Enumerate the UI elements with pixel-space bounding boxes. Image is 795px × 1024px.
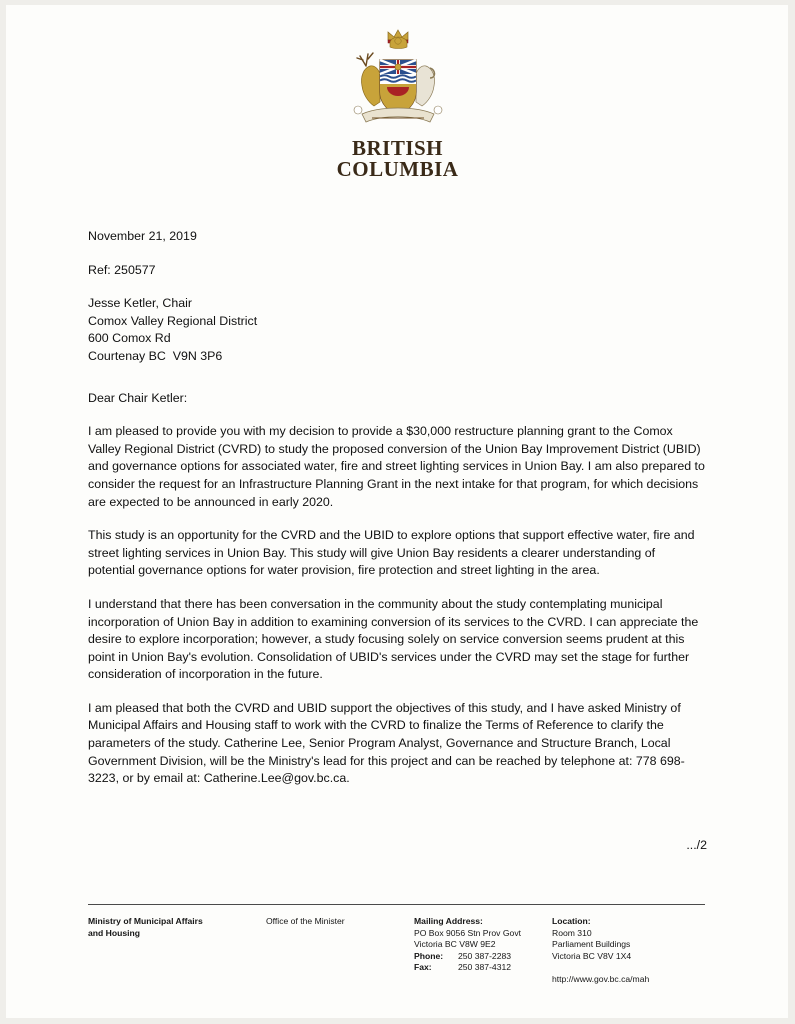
office-label: Office of the Minister <box>266 916 345 926</box>
footer-url[interactable]: http://www.gov.bc.ca/mah <box>552 974 650 985</box>
fax-label: Fax: <box>414 962 432 973</box>
address-line-1: Jesse Ketler, Chair <box>88 296 192 311</box>
location-line-1: Room 310 <box>552 927 592 938</box>
address-line-4: Courtenay BC V9N 3P6 <box>88 348 223 363</box>
wordmark-line-2: COLUMBIA <box>336 157 459 182</box>
footer-divider <box>88 904 705 905</box>
scan-edge-bottom <box>0 1018 795 1024</box>
salutation: Dear Chair Ketler: <box>88 390 188 405</box>
phone-label: Phone: <box>414 950 444 961</box>
footer-office <box>266 916 396 928</box>
address-line-3: 600 Comox Rd <box>88 331 171 346</box>
letterhead <box>0 26 795 181</box>
letter-date: November 21, 2019 <box>88 229 197 243</box>
page-continuation-marker: .../2 <box>686 838 707 852</box>
bc-wordmark <box>337 138 459 181</box>
location-line-2: Parliament Buildings <box>552 939 631 950</box>
mailing-line-1: PO Box 9056 Stn Prov Govt <box>414 927 521 938</box>
footer-location <box>552 916 742 986</box>
paragraph-2: This study is an opportunity for the CVRD and the UBID to explore options that support effective water, fire and street lighting services in Union Bay. This study will give Union Bay residents a clearer understanding of potential governance options for water provision, fire protection and street lighting in the area. <box>88 528 695 578</box>
phone-value: 250 387-2283 <box>458 950 512 961</box>
footer-ministry <box>88 916 248 939</box>
mailing-heading: Mailing Address: <box>414 916 483 926</box>
paragraph-3: I understand that there has been conversation in the community about the study contemplating municipal incorporation of Union Bay in addition to examining conversion of its services to the CVRD. I can appreciate the desire to explore incorporation; however, a study focusing solely on service conversion seems prudent at this point in Union Bay's evolution. Consolidation of UBID's services under the CVRD may set the stage for further consideration of incorporation in the future. <box>88 596 699 682</box>
letter-reference: Ref: 250577 <box>88 262 156 277</box>
ministry-line-1: Ministry of Municipal Affairs <box>88 916 203 926</box>
address-line-2: Comox Valley Regional District <box>88 313 258 328</box>
paragraph-4: I am pleased that both the CVRD and UBID support the objectives of this study, and I have asked Ministry of Municipal Affairs and Housing staff to work with the CVRD to finalize the Terms of Reference to clarify the parameters of the study. Catherine Lee, Senior Program Analyst, Governance and Structure Branch, Local Government Division, will be the Ministry's lead for this project and can be reached by telephone at: 778 698-3223, or by email at: Catherine.Lee@gov.bc.ca. <box>88 700 685 786</box>
paragraph-1: I am pleased to provide you with my decision to provide a $30,000 restructure planning grant to the Comox Valley Regional District (CVRD) to study the proposed conversion of the Union Bay Improvement District (UBID) and governance options for associated water, fire and street lighting services in Union Bay. I am also prepared to consider the request for an Infrastructure Planning Grant in the next intake for that program, for which decisions are expected to be announced in early 2020. <box>88 424 705 509</box>
location-line-3: Victoria BC V8V 1X4 <box>552 950 632 961</box>
bc-coat-of-arms-icon <box>346 26 450 134</box>
wordmark-line-1: BRITISH <box>351 136 444 160</box>
ministry-line-2: and Housing <box>88 927 141 938</box>
recipient-address <box>88 295 705 365</box>
letter-body <box>88 228 705 804</box>
mailing-line-2: Victoria BC V8W 9E2 <box>414 939 496 950</box>
scan-edge-top <box>0 0 795 5</box>
location-heading: Location: <box>552 916 591 926</box>
fax-value: 250 387-4312 <box>458 962 512 973</box>
